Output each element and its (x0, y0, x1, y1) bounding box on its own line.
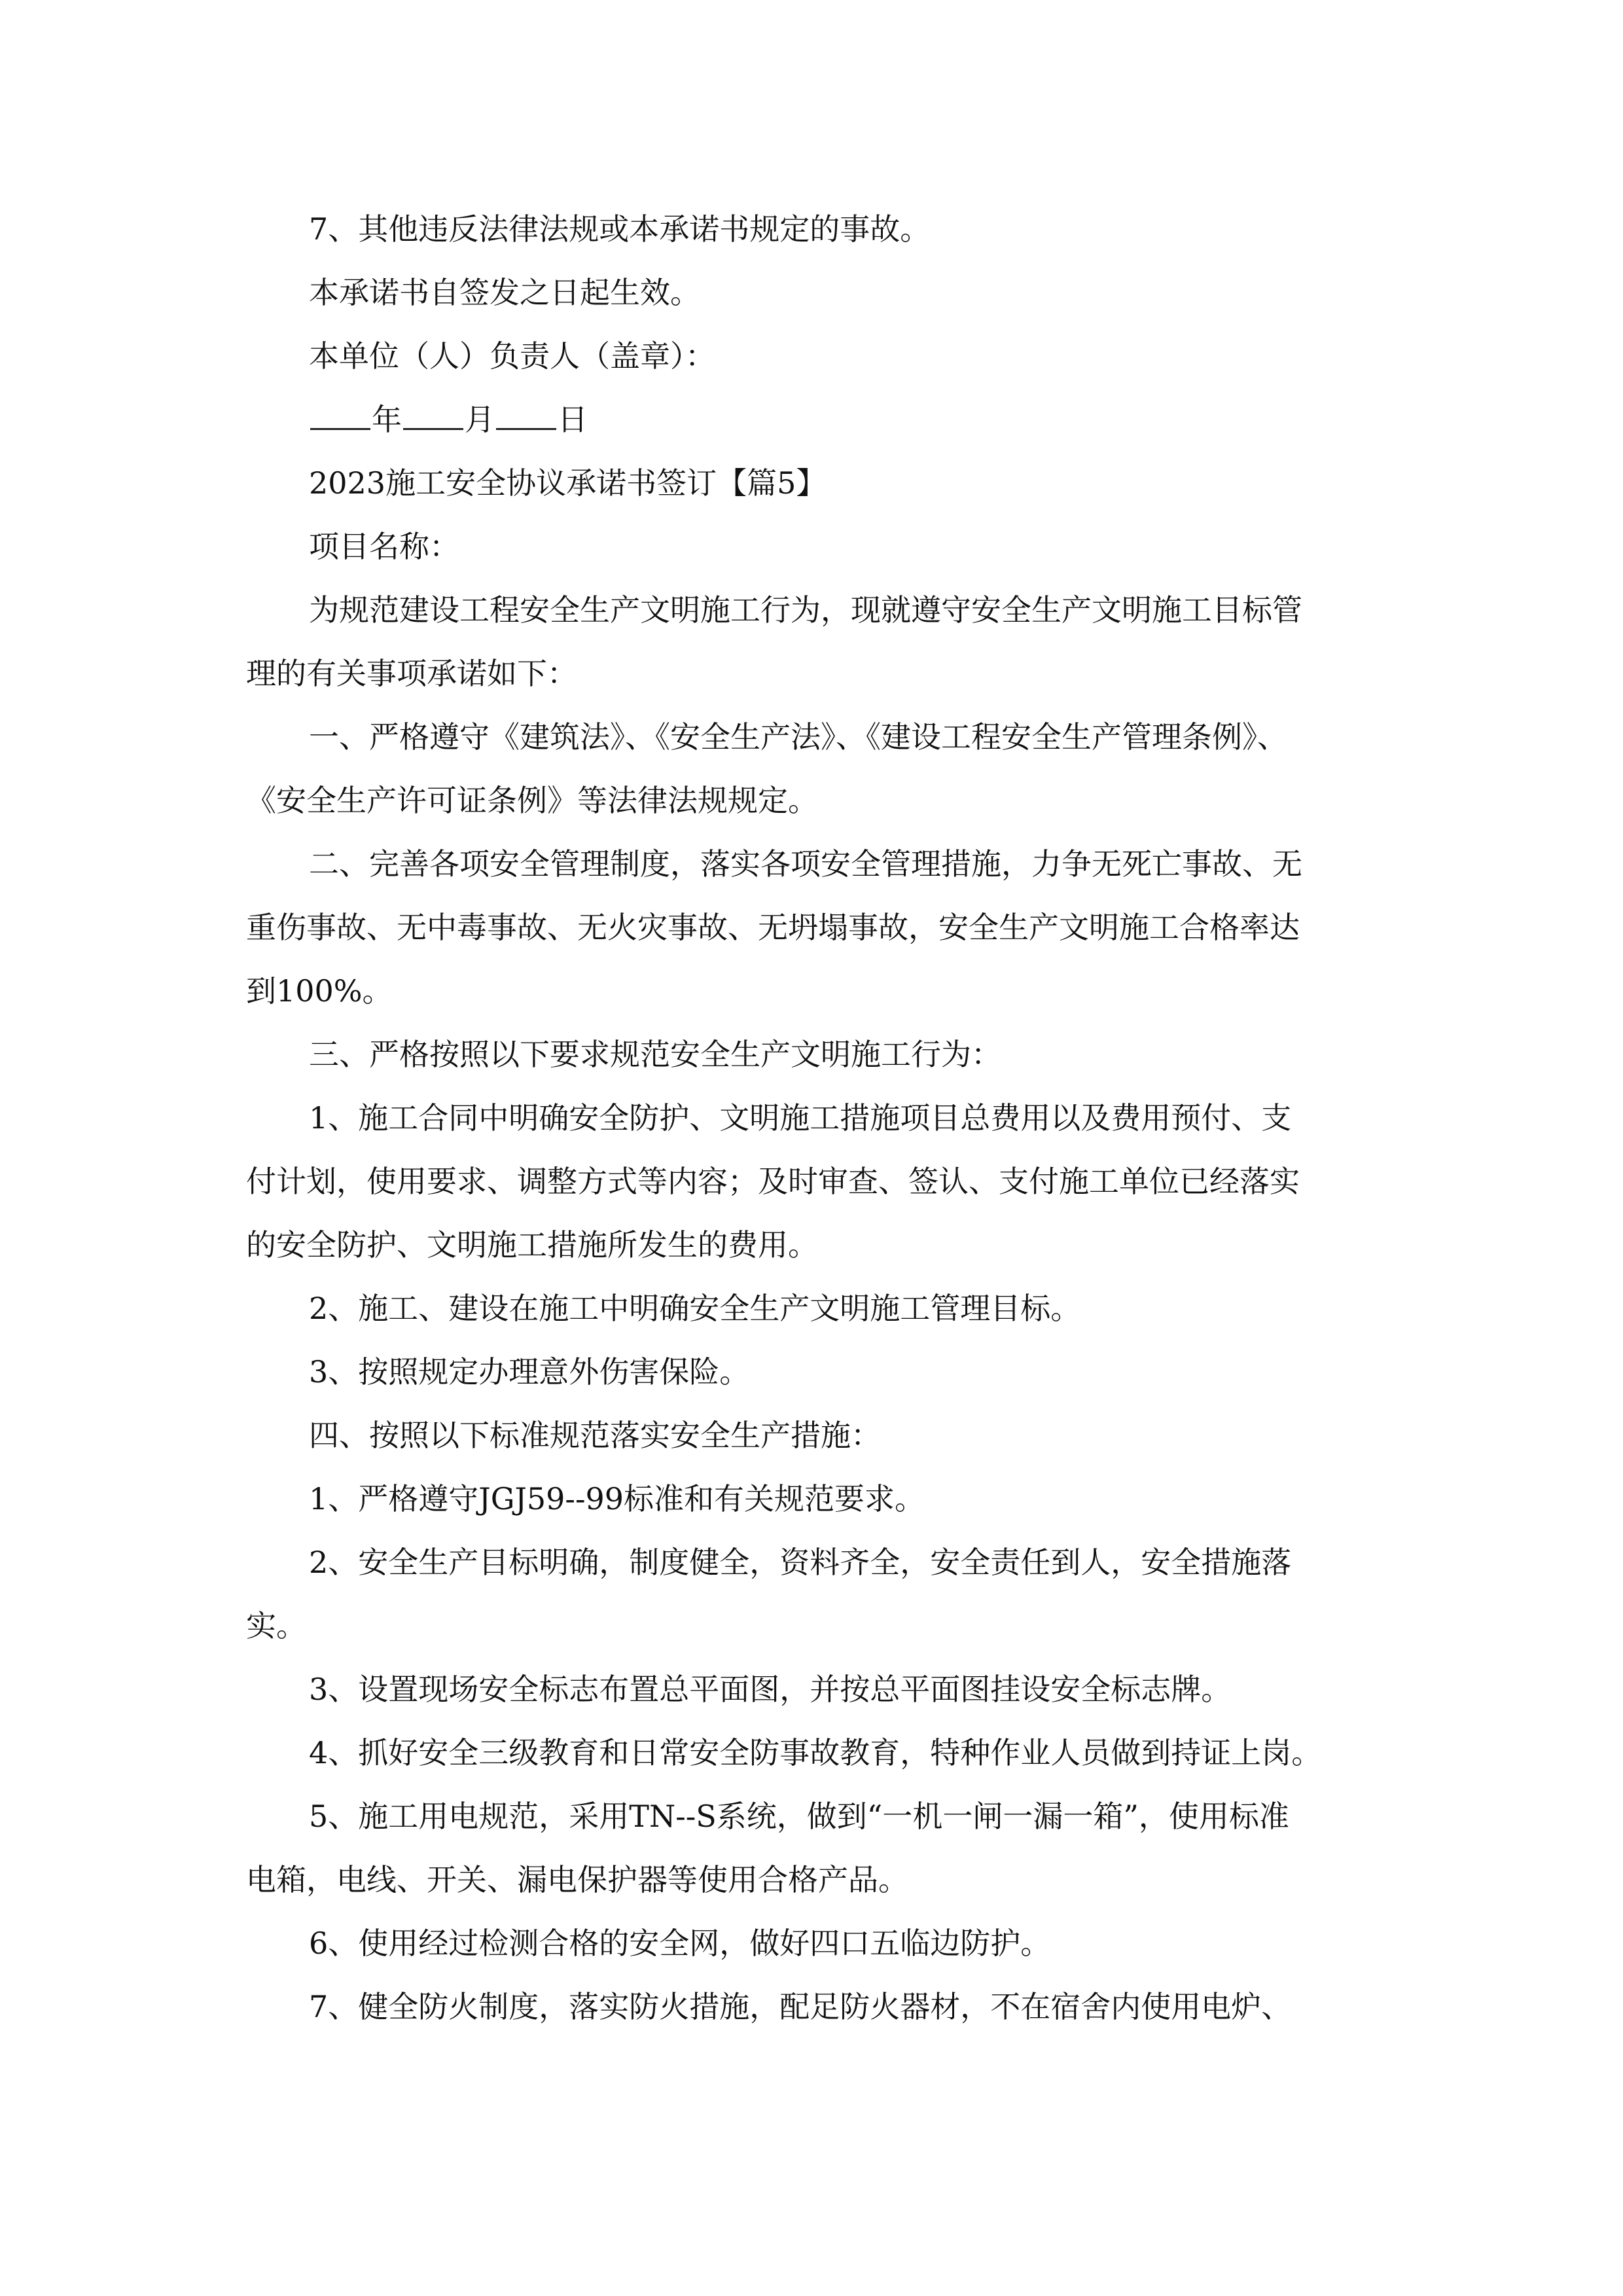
text-line: 2、施工、建设在施工中明确安全生产文明施工管理目标。 (309, 1291, 1081, 1326)
text-line: 理的有关事项承诺如下： (246, 656, 577, 691)
date-line (309, 400, 1448, 439)
text-line: 为规范建设工程安全生产文明施工行为，现就遵守安全生产文明施工目标管 (309, 592, 1302, 628)
month-label: 月 (465, 402, 495, 437)
text-line: 一、严格遵守《建筑法》、《安全生产法》、《建设工程安全生产管理条例》、 (309, 719, 1287, 755)
text-line: 《安全生产许可证条例》等法律法规规定。 (246, 783, 818, 818)
text-line: 3、设置现场安全标志布置总平面图，并按总平面图挂设安全标志牌。 (309, 1672, 1232, 1707)
text-line: 4、抓好安全三级教育和日常安全防事故教育，特种作业人员做到持证上岗。 (309, 1735, 1322, 1770)
text-line: 付计划，使用要求、调整方式等内容；及时审查、签认、支付施工单位已经落实 (246, 1164, 1300, 1199)
day-label: 日 (558, 402, 588, 437)
text-line: 2、安全生产目标明确，制度健全，资料齐全，安全责任到人，安全措施落 (309, 1545, 1292, 1580)
text-line: 3、按照规定办理意外伤害保险。 (309, 1354, 750, 1390)
text-line: 7、健全防火制度，落实防火措施，配足防火器材，不在宿舍内使用电炉、 (309, 1989, 1292, 2024)
text-line: 实。 (246, 1608, 306, 1643)
text-line: 重伤事故、无中毒事故、无火灾事故、无坍塌事故，安全生产文明施工合格率达 (246, 910, 1300, 945)
text-line: 的安全防护、文明施工措施所发生的费用。 (246, 1227, 818, 1263)
text-line: 1、施工合同中明确安全防护、文明施工措施项目总费用以及费用预付、支 (309, 1100, 1292, 1136)
year-blank (310, 402, 370, 430)
text-line: 1、严格遵守JGJ59--99标准和有关规范要求。 (309, 1481, 925, 1516)
text-line: 四、按照以下标准规范落实安全生产措施： (309, 1418, 881, 1453)
text-line: 6、使用经过检测合格的安全网，做好四口五临边防护。 (309, 1926, 1051, 1961)
text-line: 到100%。 (246, 973, 393, 1009)
section-title: 2023施工安全协议承诺书签订【篇5】 (309, 465, 827, 501)
text-line: 本承诺书自签发之日起生效。 (309, 275, 700, 310)
text-line: 项目名称： (309, 529, 459, 564)
text-line: 5、施工用电规范，采用TN--S系统，做到“一机一闸一漏一箱”，使用标准 (309, 1799, 1289, 1834)
text-line: 本单位（人）负责人（盖章）： (309, 338, 715, 374)
text-line: 三、严格按照以下要求规范安全生产文明施工行为： (309, 1037, 1001, 1072)
text-line: 二、完善各项安全管理制度，落实各项安全管理措施，力争无死亡事故、无 (309, 846, 1302, 882)
day-blank (496, 402, 556, 430)
month-blank (403, 402, 463, 430)
text-line: 7、其他违反法律法规或本承诺书规定的事故。 (309, 211, 931, 247)
text-line: 电箱，电线、开关、漏电保护器等使用合格产品。 (246, 1862, 908, 1897)
year-label: 年 (372, 402, 402, 437)
